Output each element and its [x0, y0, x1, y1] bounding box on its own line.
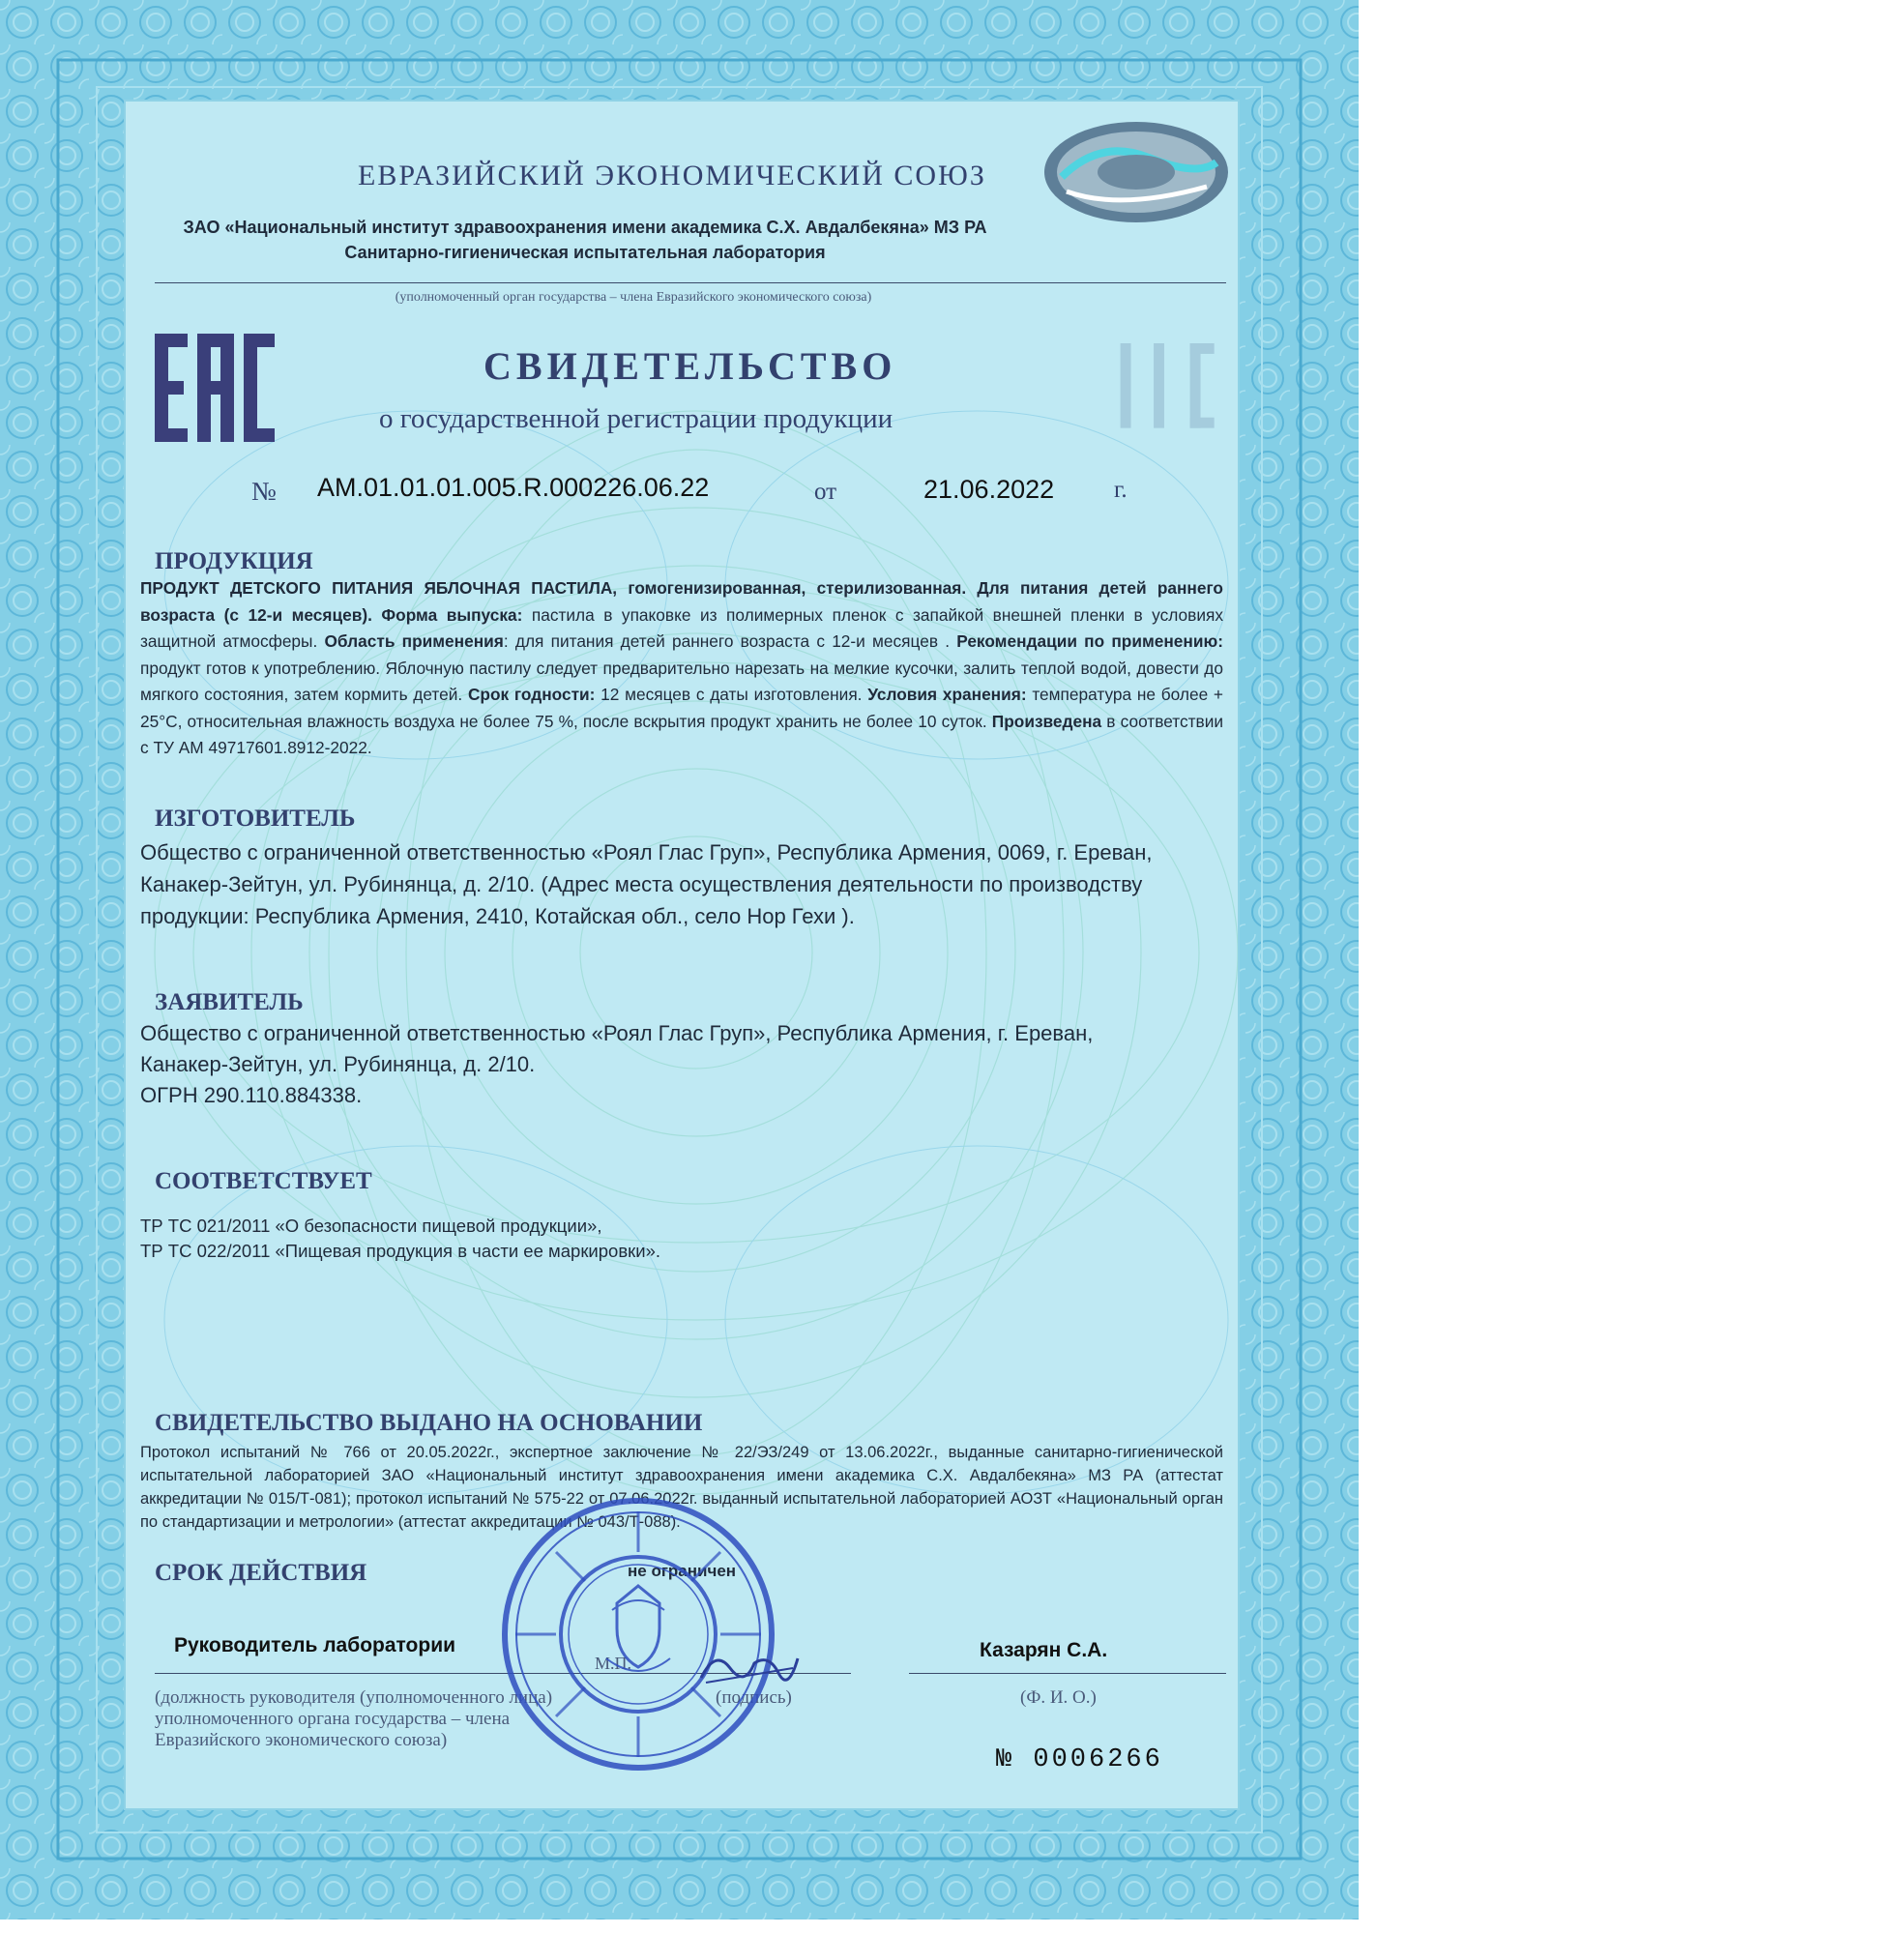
- applicant-ogrn: ОГРН 290.110.884338.: [140, 1083, 363, 1107]
- organ-caption: (уполномоченный орган государства – члена Евразийского экономического союза): [395, 290, 872, 305]
- union-title: ЕВРАЗИЙСКИЙ ЭКОНОМИЧЕСКИЙ СОЮЗ: [358, 160, 986, 191]
- name-caption: (Ф. И. О.): [1020, 1687, 1097, 1708]
- number-sign: №: [251, 477, 277, 506]
- product-description: ПРОДУКТ ДЕТСКОГО ПИТАНИЯ ЯБЛОЧНАЯ ПАСТИЛА, гомогенизированная, стерилизованная. Для питания детей раннего возраста (с 12-и месяцев). Форма выпуска: пастила в упаковке из полимерных пленок с запайкой внешней пленки в условиях защитной атмосферы. Область применения: для питания детей раннего возраста с 12-и месяцев . Рекомендации по применению: продукт готов к употреблению. Яблочную пастилу следует предварительно нарезать на мелкие кусочки, залить теплой водой, довести до мягкого состояния, затем кормить детей. Срок годности: 12 месяцев с даты изготовления. Условия хранения: температура не более + 25°С, относительная влажность воздуха не более 75 %, после вскрытия продукт хранить не более 10 суток. Произведена в соответствии с ТУ АМ 49717601.8912-2022.: [140, 578, 1224, 757]
- applicant-line-1: Общество с ограниченной ответственностью «Роял Глас Груп», Республика Армения, г. Ереван,: [140, 1021, 1094, 1045]
- form-serial-number: № 0006266: [996, 1745, 1163, 1774]
- regulation-1: ТР ТС 021/2011 «О безопасности пищевой продукции»,: [140, 1216, 602, 1236]
- eac-logo: [155, 334, 276, 445]
- section-heading-basis: СВИДЕТЕЛЬСТВО ВЫДАНО НА ОСНОВАНИИ: [155, 1410, 703, 1436]
- hologram-sticker: [1042, 119, 1231, 225]
- name-line: [909, 1673, 1226, 1674]
- document-subtitle: о государственной регистрации продукции: [379, 403, 893, 434]
- signature-caption: (подпись): [716, 1687, 792, 1708]
- document-title: СВИДЕТЕЛЬСТВО: [483, 344, 897, 388]
- section-heading-manufacturer: ИЗГОТОВИТЕЛЬ: [155, 806, 356, 832]
- manufacturer-text: Общество с ограниченной ответственностью «Роял Глас Груп», Республика Армения, 0069, г. Ереван, Канакер-Зейтун, ул. Рубинянца, д. 2/10. (Адрес места осуществления деятельности по производству продукции: Республика Армения, 2410, Котайская обл., село Нор Гехи ).: [140, 840, 1153, 928]
- signatory-name: Казарян С.А.: [980, 1639, 1108, 1661]
- regulation-2: ТР ТС 022/2011 «Пищевая продукция в части ее маркировки».: [140, 1241, 661, 1261]
- basis-text: Протокол испытаний № 766 от 20.05.2022г., экспертное заключение № 22/ЭЗ/249 от 13.06.2022г., выданные санитарно-гигиенической испытательной лабораторией ЗАО «Национальный институт здравоохранения имени академика С.Х. Авдалбекяна» МЗ РА (аттестат аккредитации № 015/Т-081); протокол испытаний № 575-22 от 07.06.2022г. выданный испытательной лабораторией АОЗТ «Национальный орган по стандартизации и метрологии» (аттестат аккредитации № 043/Т-088).: [140, 1444, 1223, 1531]
- year-abbr: г.: [1114, 477, 1128, 503]
- official-seal: [498, 1494, 778, 1774]
- validity-value: не ограничен: [628, 1562, 737, 1580]
- institute-name: ЗАО «Национальный институт здравоохранения имени академика С.Х. Авдалбекяна» МЗ РА: [183, 218, 987, 237]
- section-heading-applicant: ЗАЯВИТЕЛЬ: [155, 989, 304, 1015]
- laboratory-name: Санитарно-гигиеническая испытательная лаборатория: [344, 243, 826, 262]
- header-divider: [155, 282, 1226, 283]
- position-caption: (должность руководителя (уполномоченного лица) уполномоченного органа государства – члена Евразийского экономического союза): [155, 1687, 553, 1750]
- section-heading-validity: СРОК ДЕЙСТВИЯ: [155, 1560, 367, 1586]
- section-heading-product: ПРОДУКЦИЯ: [155, 548, 313, 574]
- certificate-field: [124, 100, 1240, 1810]
- applicant-text: [140, 1018, 1223, 1111]
- section-heading-conforms: СООТВЕТСТВУЕТ: [155, 1168, 372, 1194]
- signatory-position: Руководитель лаборатории: [174, 1634, 456, 1656]
- certificate-content: [126, 102, 1238, 1808]
- certificate-number: AM.01.01.01.005.R.000226.06.22: [317, 473, 710, 502]
- from-label: от: [814, 479, 837, 505]
- eac-ghost-mark: [1112, 343, 1223, 430]
- conforms-text: [140, 1214, 1223, 1264]
- stamp-place-label: М.П.: [595, 1654, 632, 1673]
- handwritten-signature: [696, 1644, 803, 1692]
- applicant-line-2: Канакер-Зейтун, ул. Рубинянца, д. 2/10.: [140, 1052, 536, 1076]
- issue-date: 21.06.2022: [923, 475, 1055, 504]
